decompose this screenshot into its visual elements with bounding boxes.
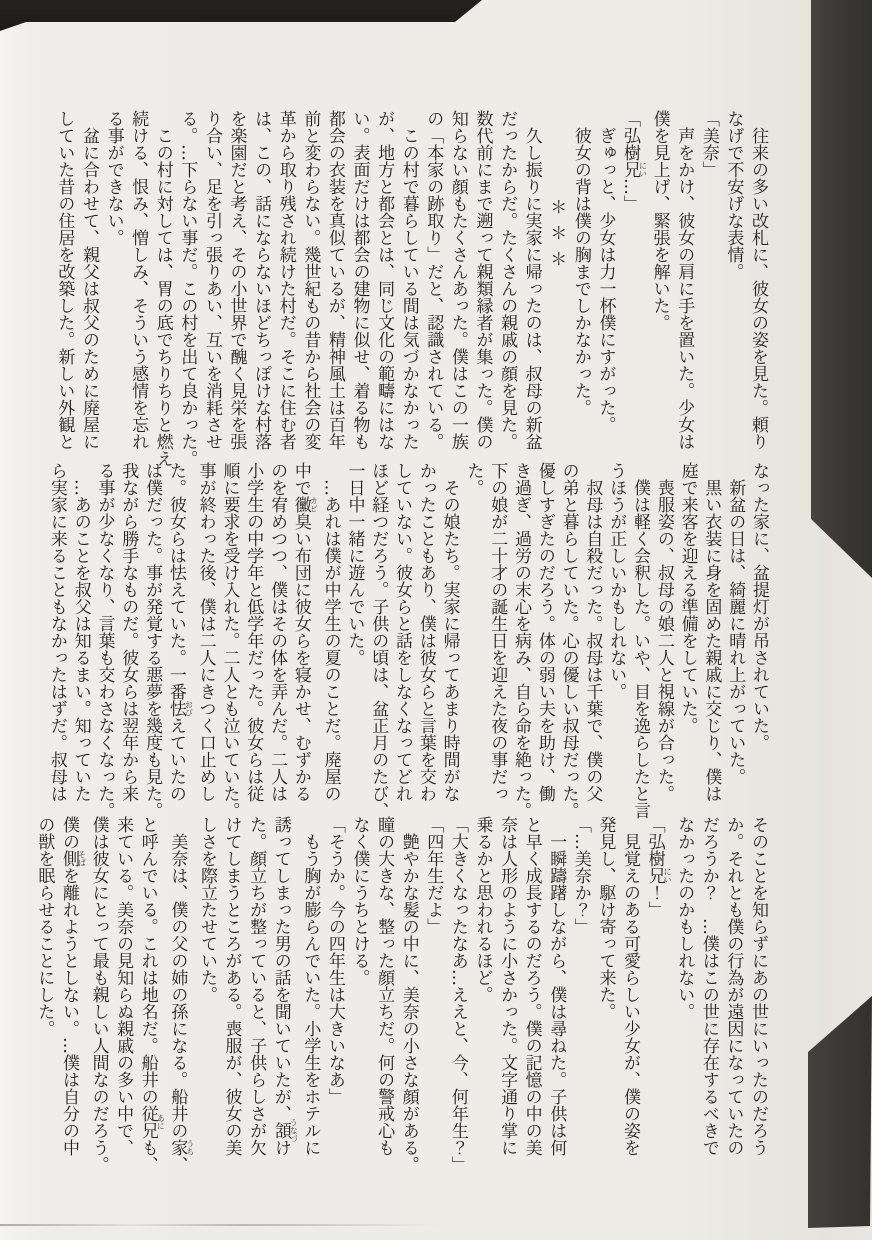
text-column: 新盆の日は、綺麗に晴れ上がっていた。 (725, 479, 746, 785)
text-column: い。表面だけは都会の建物に似せ、着る物も (349, 110, 370, 450)
text-band-top (52, 110, 770, 474)
text-column: のを宥めつつ、僕はその体を弄んだ。二人は (267, 462, 288, 802)
text-column: 小学生の中学年と低学年だった。彼女らは従 (243, 462, 264, 802)
text-column: この村に対しては、胃の底でちりちりと燃え (152, 127, 173, 467)
text-column: の獣を眠らせることにした。 (34, 816, 55, 1037)
text-column: 喪服姿の、叔母の娘二人と視線が合った。 (653, 479, 674, 802)
text-column: を楽園だと考え、その小世界で醜く見栄を張 (226, 110, 247, 450)
text-column: 事が終わった後、僕は二人にきつく口止めし (195, 462, 216, 802)
text-band-bottom (32, 816, 770, 1180)
text-column: る。…下らない事だ。この村を出て良かった。 (177, 110, 198, 467)
text-column: 僕の側そばを離れようとしない。…僕は自分の中 (58, 816, 87, 1156)
text-column: 「大きくなったなあ…ええと、今、何年生？」 (447, 816, 468, 1173)
page-edge-shadow-bottom-right (806, 996, 872, 1232)
text-column: 「そうか。今の四年生は大きいなあ」 (324, 816, 345, 1105)
text-column: 乗るかと思われるほど。 (472, 816, 493, 1003)
text-column: なった家に、盆提灯が吊されていた。 (749, 462, 769, 751)
text-column: 来ている。美奈の見知らぬ親戚の多い中で、 (113, 816, 134, 1156)
text-column: だったからだ。たくさんの親戚の顔を見た。 (497, 110, 518, 450)
text-column: 一日中一緒に遊んでいた。 (344, 462, 365, 666)
text-column: だろうか？ …僕はこの世に存在するべきで (698, 816, 719, 1156)
text-column: …あれは僕が中学生の夏のことだ。廃屋の (320, 479, 341, 802)
text-column: か。それとも僕の行為が遠因になっていたの (723, 816, 744, 1156)
text-column: 僕を見上げ、緊張を解いた。 (649, 110, 670, 331)
text-column: 「美奈」 (698, 110, 719, 178)
text-column: 知らない顔もたくさんあった。僕はこの一族 (447, 110, 468, 450)
text-column: …あのことを叔父は知るまい。知っていた (70, 479, 91, 802)
text-column: る事が少なくなり、言葉も交わさなくなった。 (94, 462, 115, 819)
text-column: 叔母は自殺だった。叔母は千葉で、僕の父 (582, 479, 603, 802)
text-band-middle (44, 462, 770, 826)
text-column: が、地方と都会とは、同じ文化の範疇にはな (374, 110, 395, 450)
text-column: 黒い衣装に身を固めた親戚に交じり、僕は (701, 479, 722, 802)
text-column: 中で黴カビ臭い布団に彼女らを寝かせ、むずかる (290, 462, 319, 802)
text-column: 下の娘が二十才の誕生日を迎えた夜の事だっ (487, 462, 508, 802)
text-column: 僕は軽く会釈した。いや、目を逸らしたと言 (630, 479, 651, 819)
text-column: 続ける、恨み、憎しみ、そういう感情を忘れ (128, 110, 149, 450)
text-column: た。 (463, 462, 484, 496)
text-column: 「弘樹兄にい…」 (620, 110, 648, 212)
text-column: ら実家に来ることもなかったはずだ。叔母は (46, 462, 67, 802)
text-column: 我ながら勝手なものだ。彼女らは翌年から来 (118, 462, 139, 802)
text-column: 久し振りに実家に帰ったのは、叔母の新盆 (521, 127, 542, 450)
text-column: 奈は人形のように小さかった。文字通り掌に (497, 816, 518, 1156)
text-column: 「…美奈か？」 (570, 816, 591, 935)
text-column: 「弘樹兄にい！」 (644, 816, 673, 918)
page-bottom-scan-line (0, 1224, 440, 1226)
text-column: た。顔立ちが整っていると、子供らしさが欠 (246, 816, 267, 1156)
text-column: と早く成長するのだろう。僕の記憶の中の美 (521, 816, 542, 1156)
text-column: 往来の多い改札に、彼女の姿を見た。頼り (748, 127, 768, 450)
text-column: 彼女の背は僕の胸までしかなかった。 (570, 127, 591, 416)
text-column: 都会の衣装を真似ているが、精神風土は百年 (324, 110, 345, 450)
text-column: その娘たち。実家に帰ってあまり時間がな (439, 479, 460, 802)
text-column: と呼んでいる。これは地名だ。船井の従兄あにも、 (137, 816, 166, 1173)
text-column: なかったのかもしれない。 (674, 816, 695, 1020)
text-column: そのことを知らずにあの世にいったのだろう (748, 816, 768, 1156)
text-column: 順に要求を受け入れた。二人とも泣いていた。 (219, 462, 240, 819)
text-column: けてしまうところがある。喪服が、彼女の美 (221, 816, 242, 1156)
text-column: 前と変わらない。幾世紀もの昔から社会の変 (300, 110, 321, 450)
text-column: しさを際立たせていた。 (196, 816, 217, 1003)
text-column: していない。彼女らと話をしなくなってどれ (392, 462, 413, 802)
text-column: の「本家の跡取り」だと、認識されている。 (423, 110, 444, 450)
page-edge-shadow-top-right (811, 0, 872, 578)
section-divider-asterisks: ＊＊＊ (546, 198, 567, 276)
text-column: 瞳の大きな、整った顔立ちだ。何の警戒心も (374, 816, 395, 1156)
text-column: 一瞬躊躇しながら、僕は尋ねた。子供は何 (546, 833, 567, 1156)
text-column: この村で暮らしている間は気づかなかった (398, 127, 419, 450)
text-column: 見覚えのある可愛らしい少女が、僕の姿を (620, 833, 641, 1156)
text-column: る事ができない。 (103, 110, 124, 246)
text-column: 僕は彼女にとって最も親しい人間なのだろう。 (88, 816, 109, 1173)
text-column: 革から取り残され続けた村だ。そこに住む者 (275, 110, 296, 450)
text-column: 盆に合わせて、親父は叔父のために廃屋に (78, 127, 99, 450)
text-column: は、この、話にならないほどちっぽけな村落 (251, 110, 272, 450)
text-column: 声をかけ、彼女の肩に手を置いた。少女は (674, 127, 695, 450)
text-column: 数代前にまで遡って親類縁者が集った。僕の (472, 110, 493, 450)
text-column: 優しすぎたのだろう。体の弱い夫を助け、働 (534, 462, 555, 802)
text-column: うほうが正しいかもしれない。 (606, 462, 627, 700)
black-corner-band (0, 0, 482, 32)
text-column: 誘ってしまった男の話を聞いていたが、頷うなづけ (270, 816, 299, 1156)
text-column: ぎゅっと、少女は力一杯僕にすがった。 (595, 127, 616, 433)
text-column: き過ぎ、過労の末心を病み、自ら命を絶った。 (511, 462, 532, 819)
text-column: た。彼女らは怯えていた。一番怯おびえていたの (165, 462, 194, 802)
text-column: 発見し、駆け寄って来た。 (595, 816, 616, 1020)
text-column: 「四年生だよ」 (423, 816, 444, 935)
text-column: かったこともあり、僕は彼女らと言葉を交わ (415, 462, 436, 802)
text-column: の弟と暮らしていた。心の優しい叔母だった。 (558, 462, 579, 819)
text-column: していた昔の住居を改築した。新しい外観と (54, 110, 75, 450)
text-column: なげで不安げな表情。 (723, 110, 744, 280)
text-column: 艶やかな髪の中に、美奈の小さな顔がある。 (398, 833, 419, 1173)
text-column: なく僕にうちとける。 (349, 816, 370, 986)
text-column: もう胸が膨らんでいた。小学生をホテルに (300, 833, 321, 1156)
text-column: は僕だった。事が発覚する悪夢を幾度も見た。 (142, 462, 163, 819)
text-column: 庭で来客を迎える準備をしていた。 (677, 462, 698, 734)
text-column: ほど経つだろう。子供の頃は、盆正月のたび、 (368, 462, 389, 819)
text-column: 美奈は、僕の父の姉の孫になる。船井の家うち、 (167, 833, 195, 1173)
text-column: り合い、足を引っ張りあい、互いを消耗させ (201, 110, 222, 450)
